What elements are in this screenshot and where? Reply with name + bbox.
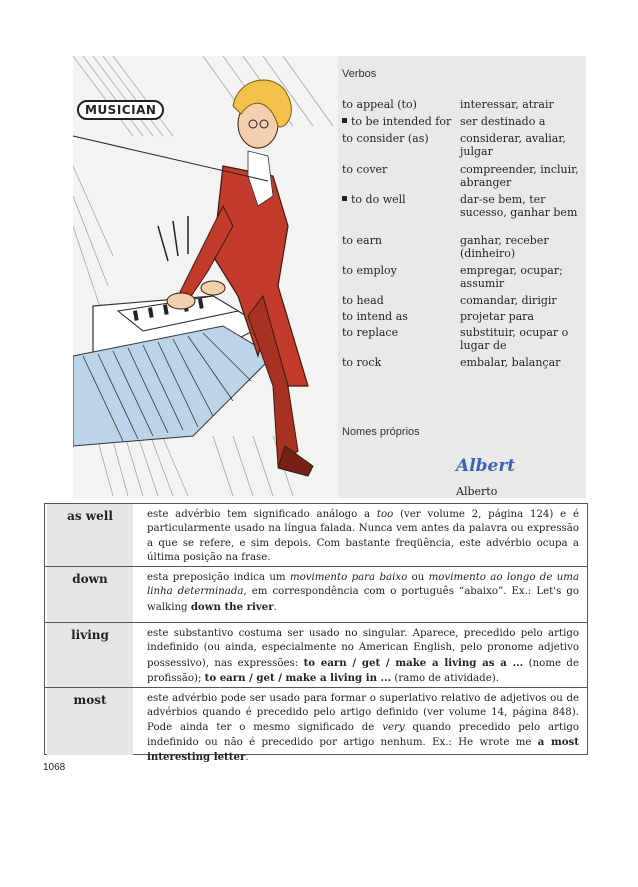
note-segment: (ver volume 2, página 124) e é particularmente usado na língua falada. Nunca vem antes da palavra ou expressão a que se refere, e sim depois. Com bastante freqüência, este advérbio ocupa a última posição na frase. <box>147 509 580 563</box>
verb-en: to be intended for <box>351 115 452 128</box>
note-text <box>147 571 579 615</box>
note-segment: to earn / get / make a living as a ... <box>303 656 524 669</box>
albert-translation: Alberto <box>456 485 498 498</box>
verb-en: to replace <box>342 326 399 339</box>
verb-en: to consider (as) <box>342 132 429 145</box>
note-segment: . <box>245 752 249 764</box>
note-segment: down the river <box>190 600 274 613</box>
note-segment: (ramo de atividade). <box>391 672 499 684</box>
verb-pt: compreender, incluir, abranger <box>460 163 579 189</box>
note-segment: a most interesting letter <box>147 735 579 764</box>
verb-pt: embalar, balançar <box>460 356 561 369</box>
verb-pt: comandar, dirigir <box>460 294 557 307</box>
musician-label: MUSICIAN <box>77 100 164 120</box>
verb-pt: substituir, ocupar o lugar de <box>460 326 569 352</box>
musician-illustration <box>73 56 338 498</box>
verb-pt: projetar para <box>460 310 534 323</box>
note-segment: este substantivo costuma ser usado no singular. Aparece, precedido pelo artigo indefinido (ou ainda, especialmente no American English, pelo pronome adjetivo possessivo), nas expressões: <box>147 628 579 669</box>
bullet-icon <box>342 118 347 123</box>
verb-en: to do well <box>351 193 406 206</box>
note-term: as well <box>47 504 133 566</box>
albert-signature: Albert <box>456 456 516 476</box>
usage-notes-table <box>44 503 588 764</box>
verb-en: to earn <box>342 234 382 247</box>
note-segment: movimento para baixo <box>289 572 408 583</box>
note-term: down <box>47 567 133 622</box>
note-segment: , em correspondência com o português “abaixo”. Ex.: Let's go walking <box>147 586 579 613</box>
verb-pt: considerar, avaliar, julgar <box>460 132 566 158</box>
note-segment: to earn / get / make a living in ... <box>204 671 392 684</box>
note-segment: este advérbio tem significado análogo a <box>147 509 377 520</box>
bullet-icon <box>342 196 347 201</box>
note-term: most <box>47 688 133 755</box>
verb-pt: interessar, atrair <box>460 98 554 111</box>
verb-pt: dar-se bem, ter sucesso, ganhar bem <box>460 193 578 219</box>
verb-pt: ser destinado a <box>460 115 546 128</box>
verbs-title: Verbos <box>342 68 377 80</box>
note-segment: . <box>273 601 277 613</box>
proper-nouns-title: Nomes próprios <box>342 426 420 438</box>
vocabulary-panel <box>338 56 586 498</box>
verb-en: to intend as <box>342 310 408 323</box>
verb-en: to appeal (to) <box>342 98 417 111</box>
note-row <box>45 622 587 687</box>
verb-en: to employ <box>342 264 397 277</box>
note-segment: too <box>376 509 394 520</box>
verb-en: to head <box>342 294 384 307</box>
verb-pt: empregar, ocupar; assumir <box>460 264 563 290</box>
note-segment: (nome de profissão); <box>147 657 579 684</box>
note-row <box>45 687 587 764</box>
note-segment: very <box>382 721 405 733</box>
note-row <box>45 566 587 622</box>
verb-en: to cover <box>342 163 388 176</box>
note-segment: esta preposição indica um <box>147 572 290 583</box>
note-segment: movimento ao longo de uma linha determinada <box>147 572 580 598</box>
note-term: living <box>47 623 133 687</box>
musician-drawing <box>73 56 338 498</box>
verb-pt: ganhar, receber (dinheiro) <box>460 234 549 260</box>
note-text <box>147 692 579 765</box>
page-number: 1068 <box>43 762 66 773</box>
note-segment: ou <box>407 572 429 583</box>
note-segment: este advérbio pode ser usado para formar o superlativo relativo de adjetivos ou de advérbios quando é precedido pelo artigo definido (ver volume 14, página 848). Pode ainda ter o mesmo significado de <box>147 693 579 733</box>
note-text <box>147 627 579 686</box>
note-row <box>45 504 587 566</box>
verb-en: to rock <box>342 356 382 369</box>
note-text <box>147 508 579 565</box>
note-segment: quando precedido pelo artigo indefinido ou não é precedido por artigo nenhum. Ex.: He wrote me <box>147 721 579 748</box>
